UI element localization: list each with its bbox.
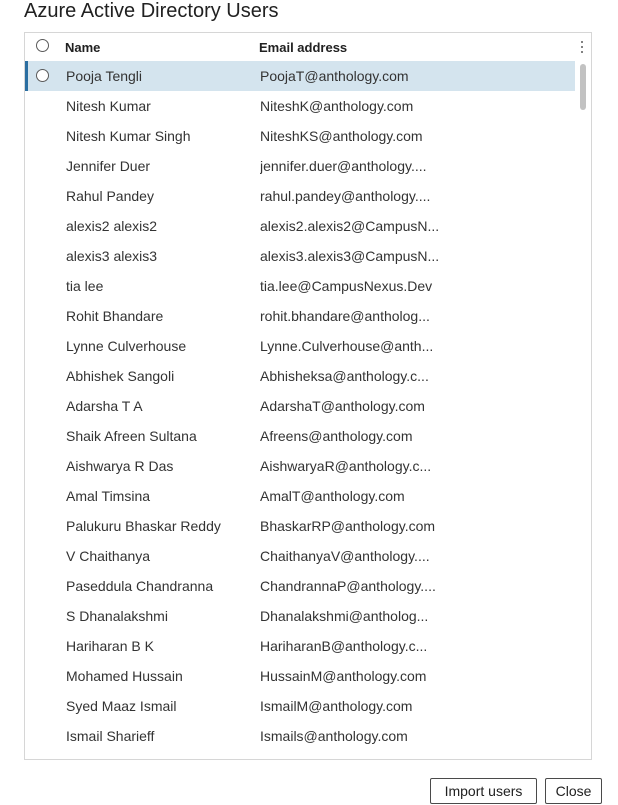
grid-rows <box>25 61 591 759</box>
table-row[interactable] <box>25 391 575 421</box>
user-name-cell: Abhishek Sangoli <box>66 368 175 384</box>
table-row[interactable] <box>25 511 575 541</box>
user-email-cell: ChaithanyaV@anthology.... <box>260 548 430 564</box>
column-header-name[interactable]: Name <box>65 40 101 55</box>
table-row[interactable] <box>25 601 575 631</box>
users-grid <box>24 32 592 760</box>
table-row[interactable] <box>25 301 575 331</box>
table-row[interactable] <box>25 631 575 661</box>
user-email-cell: alexis2.alexis2@CampusN... <box>260 218 440 234</box>
user-name-cell: alexis3 alexis3 <box>66 248 158 264</box>
user-name-cell: Paseddula Chandranna <box>66 578 214 594</box>
user-email-cell: HariharanB@anthology.c... <box>260 638 428 654</box>
table-row[interactable] <box>25 661 575 691</box>
user-email-cell: AmalT@anthology.com <box>260 488 405 504</box>
user-name-cell: V Chaithanya <box>66 548 151 564</box>
user-email-cell: rohit.bhandare@antholog... <box>260 308 430 324</box>
close-button[interactable]: Close <box>545 778 602 804</box>
user-email-cell: NiteshKS@anthology.com <box>260 128 423 144</box>
user-name-cell: alexis2 alexis2 <box>66 218 158 234</box>
table-row[interactable] <box>25 481 575 511</box>
user-name-cell: Hariharan B K <box>66 638 154 654</box>
user-name-cell: Mohamed Hussain <box>66 668 183 684</box>
column-header-email[interactable]: Email address <box>259 40 348 55</box>
user-name-cell: Aishwarya R Das <box>66 458 174 474</box>
user-name-cell: Nitesh Kumar Singh <box>66 128 191 144</box>
table-row[interactable] <box>25 361 575 391</box>
user-email-cell: BhaskarRP@anthology.com <box>260 518 436 534</box>
table-row[interactable] <box>25 571 575 601</box>
user-name-cell: Nitesh Kumar <box>66 98 151 114</box>
user-email-cell: IsmailM@anthology.com <box>260 698 413 714</box>
user-email-cell: ChandrannaP@anthology.... <box>260 578 436 594</box>
user-name-cell: Amal Timsina <box>66 488 151 504</box>
table-row[interactable] <box>25 271 575 301</box>
dialog-title: Azure Active Directory Users <box>24 0 279 22</box>
user-email-cell: alexis3.alexis3@CampusN... <box>260 248 440 264</box>
table-row[interactable] <box>25 181 575 211</box>
user-name-cell: Pooja Tengli <box>66 68 143 84</box>
user-name-cell: Syed Maaz Ismail <box>66 698 177 714</box>
user-email-cell: rahul.pandey@anthology.... <box>260 188 431 204</box>
user-email-cell: HussainM@anthology.com <box>260 668 427 684</box>
row-select-radio-icon[interactable] <box>36 69 49 82</box>
table-row[interactable] <box>25 421 575 451</box>
user-email-cell: jennifer.duer@anthology.... <box>260 158 427 174</box>
select-all-radio-icon[interactable] <box>36 39 49 52</box>
user-name-cell: Ismail Sharieff <box>66 728 155 744</box>
user-name-cell: Jennifer Duer <box>66 158 151 174</box>
table-row[interactable] <box>25 211 575 241</box>
user-email-cell: tia.lee@CampusNexus.Dev <box>260 278 433 294</box>
table-row[interactable] <box>25 151 575 181</box>
user-name-cell: S Dhanalakshmi <box>66 608 168 624</box>
grid-header <box>25 33 591 61</box>
table-row[interactable] <box>25 91 575 121</box>
vertical-scrollbar[interactable] <box>577 61 591 759</box>
user-email-cell: NiteshK@anthology.com <box>260 98 414 114</box>
user-email-cell: Lynne.Culverhouse@anth... <box>260 338 434 354</box>
user-name-cell: Rohit Bhandare <box>66 308 164 324</box>
user-email-cell: Ismails@anthology.com <box>260 728 408 744</box>
user-name-cell: tia lee <box>66 278 104 294</box>
more-vertical-icon[interactable] <box>581 40 584 54</box>
table-row[interactable] <box>25 121 575 151</box>
table-row[interactable] <box>25 691 575 721</box>
user-name-cell: Palukuru Bhaskar Reddy <box>66 518 221 534</box>
scrollbar-thumb[interactable] <box>580 64 586 110</box>
user-email-cell: Abhisheksa@anthology.c... <box>260 368 429 384</box>
user-email-cell: Afreens@anthology.com <box>260 428 413 444</box>
user-name-cell: Shaik Afreen Sultana <box>66 428 197 444</box>
user-email-cell: AishwaryaR@anthology.c... <box>260 458 432 474</box>
table-row[interactable] <box>25 61 575 91</box>
table-row[interactable] <box>25 541 575 571</box>
table-row[interactable] <box>25 241 575 271</box>
table-row[interactable] <box>25 331 575 361</box>
user-name-cell: Lynne Culverhouse <box>66 338 187 354</box>
import-users-button[interactable]: Import users <box>430 778 537 804</box>
user-email-cell: AdarshaT@anthology.com <box>260 398 425 414</box>
user-name-cell: Rahul Pandey <box>66 188 154 204</box>
user-email-cell: PoojaT@anthology.com <box>260 68 409 84</box>
table-row[interactable] <box>25 721 575 751</box>
table-row[interactable] <box>25 451 575 481</box>
user-name-cell: Adarsha T A <box>66 398 143 414</box>
user-email-cell: Dhanalakshmi@antholog... <box>260 608 429 624</box>
